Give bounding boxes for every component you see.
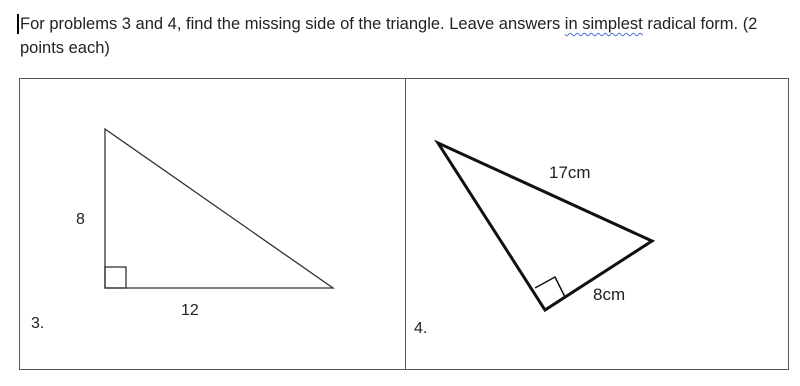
grammar-flagged-phrase[interactable]: in simplest — [564, 15, 643, 33]
text-cursor — [17, 14, 19, 34]
problem-3-vertical-leg-label: 8 — [76, 211, 85, 228]
instructions-text — [20, 12, 790, 60]
problem-4-number: 4. — [414, 320, 428, 337]
instructions-text-before: For problems 3 and 4, find the missing side of the triangle. Leave answers — [20, 15, 565, 33]
problem-4-leg-label: 8cm — [593, 285, 626, 304]
instructions-text-after: radical form. (2 points each) — [20, 15, 758, 57]
problem-4-triangle — [20, 79, 790, 369]
problem-4-hypotenuse-label: 17cm — [549, 163, 591, 182]
right-angle-marker-4 — [535, 277, 565, 297]
problem-table — [19, 78, 789, 370]
problem-3-number: 3. — [31, 315, 45, 332]
problem-3-horizontal-leg-label: 12 — [181, 302, 199, 319]
